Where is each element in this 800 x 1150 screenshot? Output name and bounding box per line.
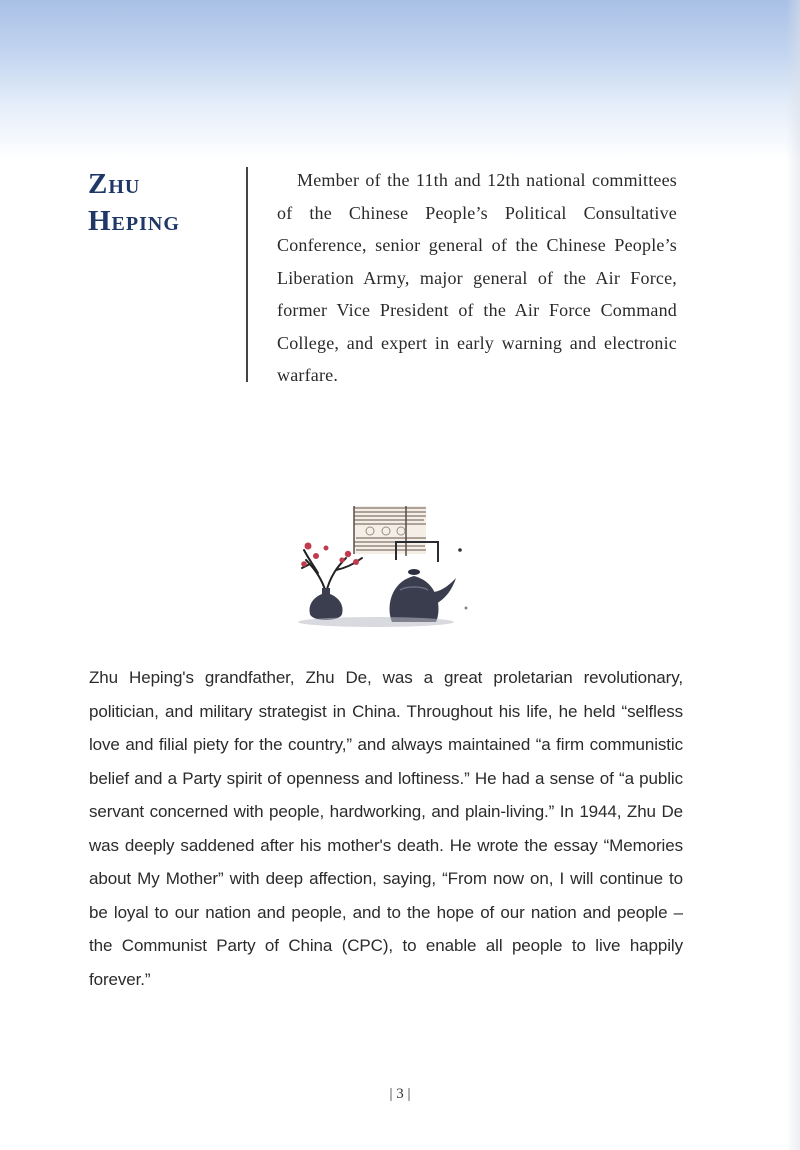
teapot-vase-illustration-icon bbox=[296, 498, 476, 628]
name-line-2: Heping bbox=[88, 205, 180, 237]
vase bbox=[310, 588, 343, 620]
ink-wash-ground bbox=[298, 617, 454, 627]
plum-branch bbox=[302, 550, 362, 593]
name-line-1: Zhu bbox=[88, 168, 141, 200]
bio-paragraph: Member of the 11th and 12th national committees of the Chinese People’s Political Consultative Conference, senior general of the Chinese People’s Liberation Army, major general of the Air Force, former Vice President of the Air Force Command College, and expert in early warning and electronic warfare. bbox=[277, 170, 677, 385]
page-edge-shadow bbox=[786, 0, 800, 1150]
person-name-heading bbox=[88, 166, 238, 240]
vertical-divider bbox=[246, 167, 248, 382]
page-number: | 3 | bbox=[389, 1086, 411, 1102]
story-paragraph: Zhu Heping's grandfather, Zhu De, was a great proletarian revolutionary, politician, and military strategist in China. Throughout his life, he held “selfless love and filial piety for the country,” and always maintained “a firm communistic belief and a Party spirit of openness and loftiness.” He had a sense of “a public servant concerned with people, hardworking, and plain-living.” In 1944, Zhu De was deeply saddened after his mother's death. He wrote the essay “Memories about My Mother” with deep affection, saying, “From now on, I will continue to be loyal to our nation and people, and to the hope of our nation and people – the Communist Party of China (CPC), to enable all people to live happily forever.” bbox=[89, 668, 683, 989]
sky-gradient-header bbox=[0, 0, 800, 160]
bamboo-blind bbox=[354, 506, 426, 556]
